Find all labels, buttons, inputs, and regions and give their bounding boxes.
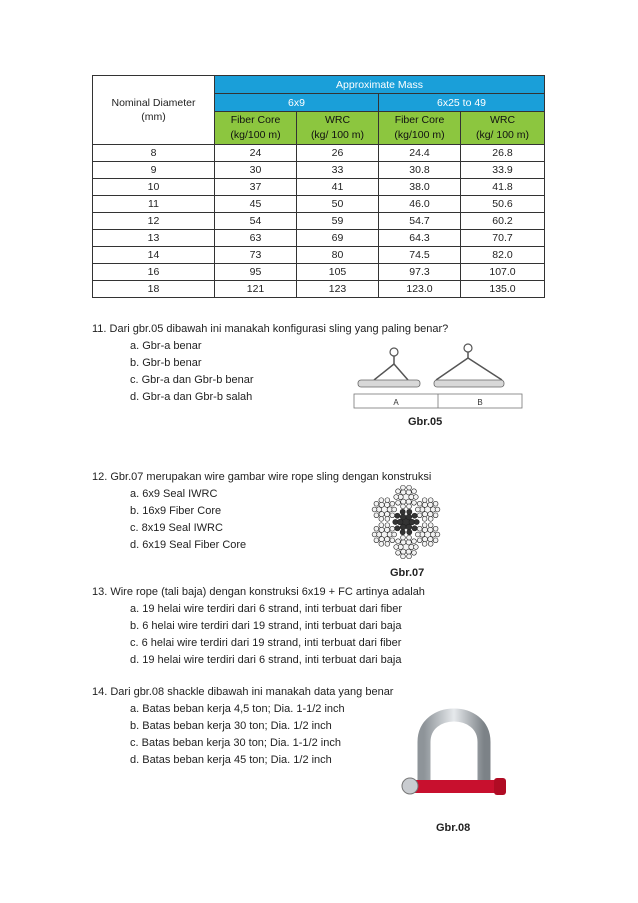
table-cell: 50 bbox=[297, 196, 379, 213]
nominal-diameter-unit: (mm) bbox=[141, 111, 166, 123]
table-cell: 50.6 bbox=[461, 196, 545, 213]
table-cell: 69 bbox=[297, 230, 379, 247]
shackle-pin bbox=[410, 780, 498, 793]
caption-gbr05: Gbr.05 bbox=[408, 416, 443, 428]
table-cell: 37 bbox=[215, 179, 297, 196]
option-b[interactable]: b. Gbr-b benar bbox=[130, 357, 202, 369]
table-cell: 45 bbox=[215, 196, 297, 213]
question-13-options bbox=[130, 601, 402, 669]
table-cell: 97.3 bbox=[379, 264, 461, 281]
table-cell: 82.0 bbox=[461, 247, 545, 264]
table-cell: 24.4 bbox=[379, 145, 461, 162]
table-cell: 63 bbox=[215, 230, 297, 247]
table-body bbox=[93, 145, 545, 298]
option-a[interactable]: a. 19 helai wire terdiri dari 6 strand, inti terbuat dari fiber bbox=[130, 603, 403, 615]
sling-configuration-figure bbox=[352, 342, 524, 412]
table-cell: 64.3 bbox=[379, 230, 461, 247]
table-cell: 30 bbox=[215, 162, 297, 179]
option-c[interactable]: c. 8x19 Seal IWRC bbox=[130, 522, 223, 534]
nominal-diameter-label: Nominal Diameter bbox=[111, 97, 196, 109]
subheader-name: Fiber Core bbox=[230, 114, 281, 126]
subheader-unit: (kg/100 m) bbox=[394, 129, 445, 141]
question-12-options bbox=[130, 486, 246, 554]
table-cell: 107.0 bbox=[461, 264, 545, 281]
option-d[interactable]: d. 6x19 Seal Fiber Core bbox=[130, 539, 247, 551]
shackle-figure bbox=[398, 690, 510, 810]
table-row bbox=[93, 145, 545, 162]
group-6x9-header: 6x9 bbox=[215, 94, 379, 112]
option-d[interactable]: d. Gbr-a dan Gbr-b salah bbox=[130, 391, 253, 403]
option-d[interactable]: d. 19 helai wire terdiri dari 6 strand, inti terbuat dari baja bbox=[130, 654, 402, 666]
table-row bbox=[93, 162, 545, 179]
subheader-cell bbox=[215, 112, 297, 145]
subheader-cell bbox=[379, 112, 461, 145]
table-row bbox=[93, 281, 545, 298]
table-cell: 123 bbox=[297, 281, 379, 298]
table-cell: 123.0 bbox=[379, 281, 461, 298]
strand bbox=[372, 498, 396, 522]
table-cell: 10 bbox=[93, 179, 215, 196]
question-11: 11. Dari gbr.05 dibawah ini manakah konfigurasi sling yang paling benar? bbox=[92, 323, 449, 335]
table-cell: 135.0 bbox=[461, 281, 545, 298]
table-row bbox=[93, 230, 545, 247]
strand bbox=[415, 523, 439, 547]
question-11-options bbox=[130, 338, 254, 406]
table-cell: 26 bbox=[297, 145, 379, 162]
option-b[interactable]: b. Batas beban kerja 30 ton; Dia. 1/2 inch bbox=[130, 720, 332, 732]
table-cell: 12 bbox=[93, 213, 215, 230]
option-b[interactable]: b. 16x9 Fiber Core bbox=[130, 505, 222, 517]
option-c[interactable]: c. Gbr-a dan Gbr-b benar bbox=[130, 374, 254, 386]
subheader-unit: (kg/100 m) bbox=[230, 129, 281, 141]
sling-a-illustration bbox=[358, 348, 420, 387]
table-cell: 14 bbox=[93, 247, 215, 264]
approx-mass-header: Approximate Mass bbox=[215, 76, 545, 94]
table-cell: 70.7 bbox=[461, 230, 545, 247]
shackle-body bbox=[424, 715, 484, 786]
subheader-name: Fiber Core bbox=[394, 114, 445, 126]
option-c[interactable]: c. 6 helai wire terdiri dari 19 strand, inti terbuat dari fiber bbox=[130, 637, 402, 649]
table-cell: 11 bbox=[93, 196, 215, 213]
question-14-options bbox=[130, 701, 345, 769]
option-c[interactable]: c. Batas beban kerja 30 ton; Dia. 1-1/2 inch bbox=[130, 737, 341, 749]
subheader-name: WRC bbox=[489, 114, 516, 126]
table-cell: 59 bbox=[297, 213, 379, 230]
table-cell: 8 bbox=[93, 145, 215, 162]
table-row bbox=[93, 264, 545, 281]
strand bbox=[415, 498, 439, 522]
table-cell: 24 bbox=[215, 145, 297, 162]
question-13: 13. Wire rope (tali baja) dengan konstruksi 6x19 + FC artinya adalah bbox=[92, 586, 425, 598]
strand bbox=[393, 509, 420, 534]
table-cell: 73 bbox=[215, 247, 297, 264]
table-row bbox=[93, 213, 545, 230]
table-cell: 121 bbox=[215, 281, 297, 298]
option-a[interactable]: a. Gbr-a benar bbox=[130, 340, 202, 352]
strand bbox=[394, 535, 418, 559]
table-cell: 54.7 bbox=[379, 213, 461, 230]
group-6x25-header: 6x25 to 49 bbox=[379, 94, 545, 112]
approximate-mass-table bbox=[92, 75, 545, 298]
table-cell: 46.0 bbox=[379, 196, 461, 213]
figure-label-b: B bbox=[477, 398, 483, 407]
question-14: 14. Dari gbr.08 shackle dibawah ini manakah data yang benar bbox=[92, 686, 394, 698]
table-cell: 80 bbox=[297, 247, 379, 264]
option-a[interactable]: a. Batas beban kerja 4,5 ton; Dia. 1-1/2 inch bbox=[130, 703, 345, 715]
table-cell: 16 bbox=[93, 264, 215, 281]
caption-gbr07: Gbr.07 bbox=[390, 567, 425, 579]
strand bbox=[372, 523, 396, 547]
subheader-cell bbox=[461, 112, 545, 145]
table-row bbox=[93, 179, 545, 196]
table-cell: 60.2 bbox=[461, 213, 545, 230]
table-cell: 41 bbox=[297, 179, 379, 196]
wire-rope-strands bbox=[372, 485, 440, 559]
table-row bbox=[93, 247, 545, 264]
table-cell: 54 bbox=[215, 213, 297, 230]
nominal-diameter-header bbox=[93, 76, 215, 145]
table-cell: 26.8 bbox=[461, 145, 545, 162]
table-cell: 33.9 bbox=[461, 162, 545, 179]
option-d[interactable]: d. Batas beban kerja 45 ton; Dia. 1/2 inch bbox=[130, 754, 332, 766]
figure-label-a: A bbox=[393, 398, 399, 407]
table-cell: 13 bbox=[93, 230, 215, 247]
table-cell: 9 bbox=[93, 162, 215, 179]
wire-rope-cross-section-figure bbox=[368, 484, 444, 560]
subheader-cell bbox=[297, 112, 379, 145]
subheader-unit: (kg/ 100 m) bbox=[475, 129, 530, 141]
table-cell: 33 bbox=[297, 162, 379, 179]
table-cell: 95 bbox=[215, 264, 297, 281]
table-cell: 74.5 bbox=[379, 247, 461, 264]
option-a[interactable]: a. 6x9 Seal IWRC bbox=[130, 488, 218, 500]
caption-gbr08: Gbr.08 bbox=[436, 822, 471, 834]
strand bbox=[394, 485, 418, 509]
table-cell: 105 bbox=[297, 264, 379, 281]
subheader-unit: (kg/ 100 m) bbox=[310, 129, 365, 141]
table-cell: 30.8 bbox=[379, 162, 461, 179]
table-cell: 41.8 bbox=[461, 179, 545, 196]
option-b[interactable]: b. 6 helai wire terdiri dari 19 strand, inti terbuat dari baja bbox=[130, 620, 402, 632]
question-12: 12. Gbr.07 merupakan wire gambar wire rope sling dengan konstruksi bbox=[92, 471, 432, 483]
sling-b-illustration bbox=[434, 344, 504, 387]
table-cell: 38.0 bbox=[379, 179, 461, 196]
table-row bbox=[93, 196, 545, 213]
subheader-name: WRC bbox=[324, 114, 351, 126]
table-cell: 18 bbox=[93, 281, 215, 298]
